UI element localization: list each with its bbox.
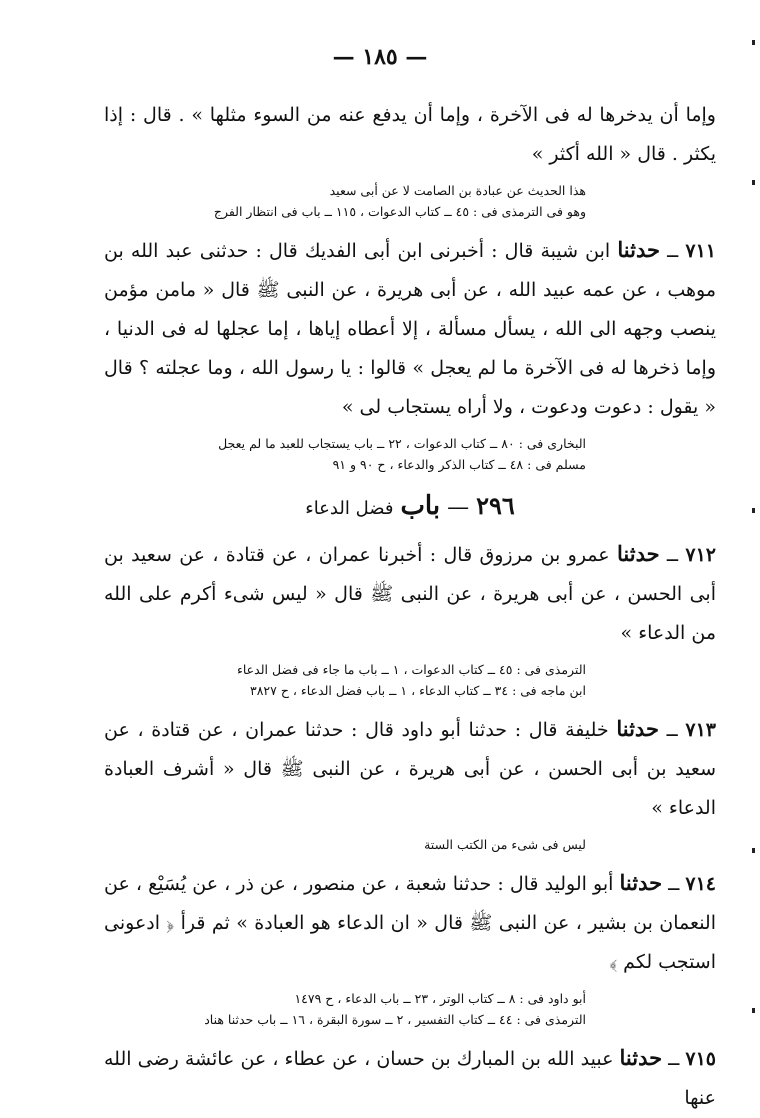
footnote-line: ابن ماجه فى : ٣٤ ــ كتاب الدعاء ، ١ ــ باب فضل الدعاء ، ح ٣٨٢٧ xyxy=(249,683,586,698)
hadith-text: أبو الوليد قال : حدثنا شعبة ، عن منصور ، عن ذر ، عن يُسَيْع ، عن النعمان بن بشير ، عن النبى ﷺ قال « ان الدعاء هو العبادة » ثم قرأ ﴿ ادعونى استجب لكم ﴾ xyxy=(104,873,716,973)
margin-mark xyxy=(752,180,755,185)
footnote-line: الترمذى فى : ٤٤ ــ كتاب التفسير ، ٢ ــ سورة البقرة ، ١٦ ــ باب حدثنا هناد xyxy=(204,1012,586,1027)
hadith-paragraph: ٧١٥ ــ حدثنا عبيد الله بن المبارك بن حسان ، عن عطاء ، عن عائشة رضى الله عنها xyxy=(104,1045,716,1109)
text-paragraph: وإما أن يدخرها له فى الآخرة ، وإما أن يدفع عنه من السوء مثلها » . قال : إذا يكثر . قال « الله أكثر » xyxy=(104,104,716,165)
hadith-text: خليفة قال : حدثنا أبو داود قال : حدثنا عمران ، عن قتادة ، عن سعيد بن أبى الحسن ، عن أبى هريرة ، عن النبى ﷺ قال « أشرف العبادة الدعاء » xyxy=(104,719,716,819)
footnote-line: ليس فى شىء من الكتب الستة xyxy=(424,837,586,852)
hadith-paragraph: ٧١٢ ــ حدثنا عمرو بن مرزوق قال : أخبرنا عمران ، عن قتادة ، عن سعيد بن أبى الحسن ، عن أبى هريرة ، عن النبى ﷺ قال « ليس شىء أكرم على الله من الدعاء » xyxy=(104,541,716,644)
margin-mark xyxy=(752,848,755,853)
margin-mark xyxy=(752,40,755,45)
footnote-line: هذا الحديث عن عبادة بن الصامت لا عن أبى سعيد xyxy=(329,183,586,198)
hadith-paragraph: ٧١١ ــ حدثنا ابن شيبة قال : أخبرنى ابن أبى الفديك قال : حدثنى عبد الله بن موهب ، عن عمه عبيد الله ، عن أبى هريرة ، عن النبى ﷺ قال « مامن مؤمن ينصب وجهه الى الله ، يسأل مسألة ، إلا أعطاه إياها ، إما عجلها له فى الدنيا ، وإما ذخرها له فى الآخرة ما لم يعجل » قالوا : يا رسول الله ، وما عجلته ؟ قال « يقول : دعوت ودعوت ، ولا أراه يستجاب لى » xyxy=(104,237,716,418)
hadith-number: ٧١٣ xyxy=(685,719,717,741)
footnote-line: البخارى فى : ٨٠ ــ كتاب الدعوات ، ٢٢ ــ باب يستجاب للعبد ما لم يعجل xyxy=(218,436,586,451)
margin-mark xyxy=(752,1008,755,1013)
hadith-keyword: حدثنا xyxy=(616,716,659,741)
chapter-heading: ٢٩٦ — باب فضل الدعاء xyxy=(305,491,515,521)
footnote-line: الترمذى فى : ٤٥ ــ كتاب الدعوات ، ١ ــ باب ما جاء فى فضل الدعاء xyxy=(237,662,586,677)
hadith-keyword: حدثنا xyxy=(617,237,660,262)
margin-mark xyxy=(752,508,755,513)
footnote-line: مسلم فى : ٤٨ ــ كتاب الذكر والدعاء ، ح ٩٠ و ٩١ xyxy=(332,457,586,472)
hadith-text: ابن شيبة قال : أخبرنى ابن أبى الفديك قال : حدثنى عبد الله بن موهب ، عن عمه عبيد الله ، عن أبى هريرة ، عن النبى ﷺ قال « مامن مؤمن ينصب وجهه الى الله ، يسأل مسألة ، إلا أعطاه إياها ، إما عجلها له فى الدنيا ، وإما ذخرها له فى الآخرة ما لم يعجل » قالوا : يا رسول الله ، وما عجلته ؟ قال « يقول : دعوت ودعوت ، ولا أراه يستجاب لى » xyxy=(104,240,716,418)
hadith-number: ٧١١ xyxy=(685,240,716,262)
chapter-title: فضل الدعاء xyxy=(305,498,394,519)
chapter-number: ٢٩٦ xyxy=(476,491,515,520)
footnote-block xyxy=(104,834,716,855)
hadith-keyword: حدثنا xyxy=(616,541,660,566)
footnote-block xyxy=(104,659,716,701)
hadith-text: عبيد الله بن المبارك بن حسان ، عن عطاء ، عن عائشة رضى الله عنها xyxy=(104,1048,716,1109)
page-number: — ١٨٥ — xyxy=(332,44,428,70)
hadith-number: ٧١٥ xyxy=(685,1048,716,1070)
hadith-number: ٧١٢ xyxy=(685,544,716,566)
footnote-block xyxy=(104,433,716,475)
hadith-number: ٧١٤ xyxy=(685,873,716,895)
hadith-text: عمرو بن مرزوق قال : أخبرنا عمران ، عن قتادة ، عن سعيد بن أبى الحسن ، عن أبى هريرة ، عن النبى ﷺ قال « ليس شىء أكرم على الله من الدعاء » xyxy=(104,544,716,644)
hadith-keyword: حدثنا xyxy=(619,1045,663,1070)
footnote-line: أبو داود فى : ٨ ــ كتاب الوتر ، ٢٣ ــ باب الدعاء ، ح ١٤٧٩ xyxy=(294,991,586,1006)
hadith-paragraph: ٧١٤ ــ حدثنا أبو الوليد قال : حدثنا شعبة ، عن منصور ، عن ذر ، عن يُسَيْع ، عن النعمان بن بشير ، عن النبى ﷺ قال « ان الدعاء هو العبادة » ثم قرأ ﴿ ادعونى استجب لكم ﴾ xyxy=(104,870,716,973)
chapter-label: باب xyxy=(400,491,441,521)
footnote-block xyxy=(104,180,716,222)
page-body xyxy=(104,96,716,1118)
footnote-line: وهو فى الترمذى فى : ٤٥ ــ كتاب الدعوات ، ١١٥ ــ باب فى انتظار الفرج xyxy=(213,204,586,219)
hadith-keyword: حدثنا xyxy=(619,870,663,895)
hadith-paragraph: ٧١٣ ــ حدثنا خليفة قال : حدثنا أبو داود قال : حدثنا عمران ، عن قتادة ، عن سعيد بن أبى الحسن ، عن أبى هريرة ، عن النبى ﷺ قال « أشرف العبادة الدعاء » xyxy=(104,716,717,819)
footnote-block xyxy=(104,988,716,1030)
